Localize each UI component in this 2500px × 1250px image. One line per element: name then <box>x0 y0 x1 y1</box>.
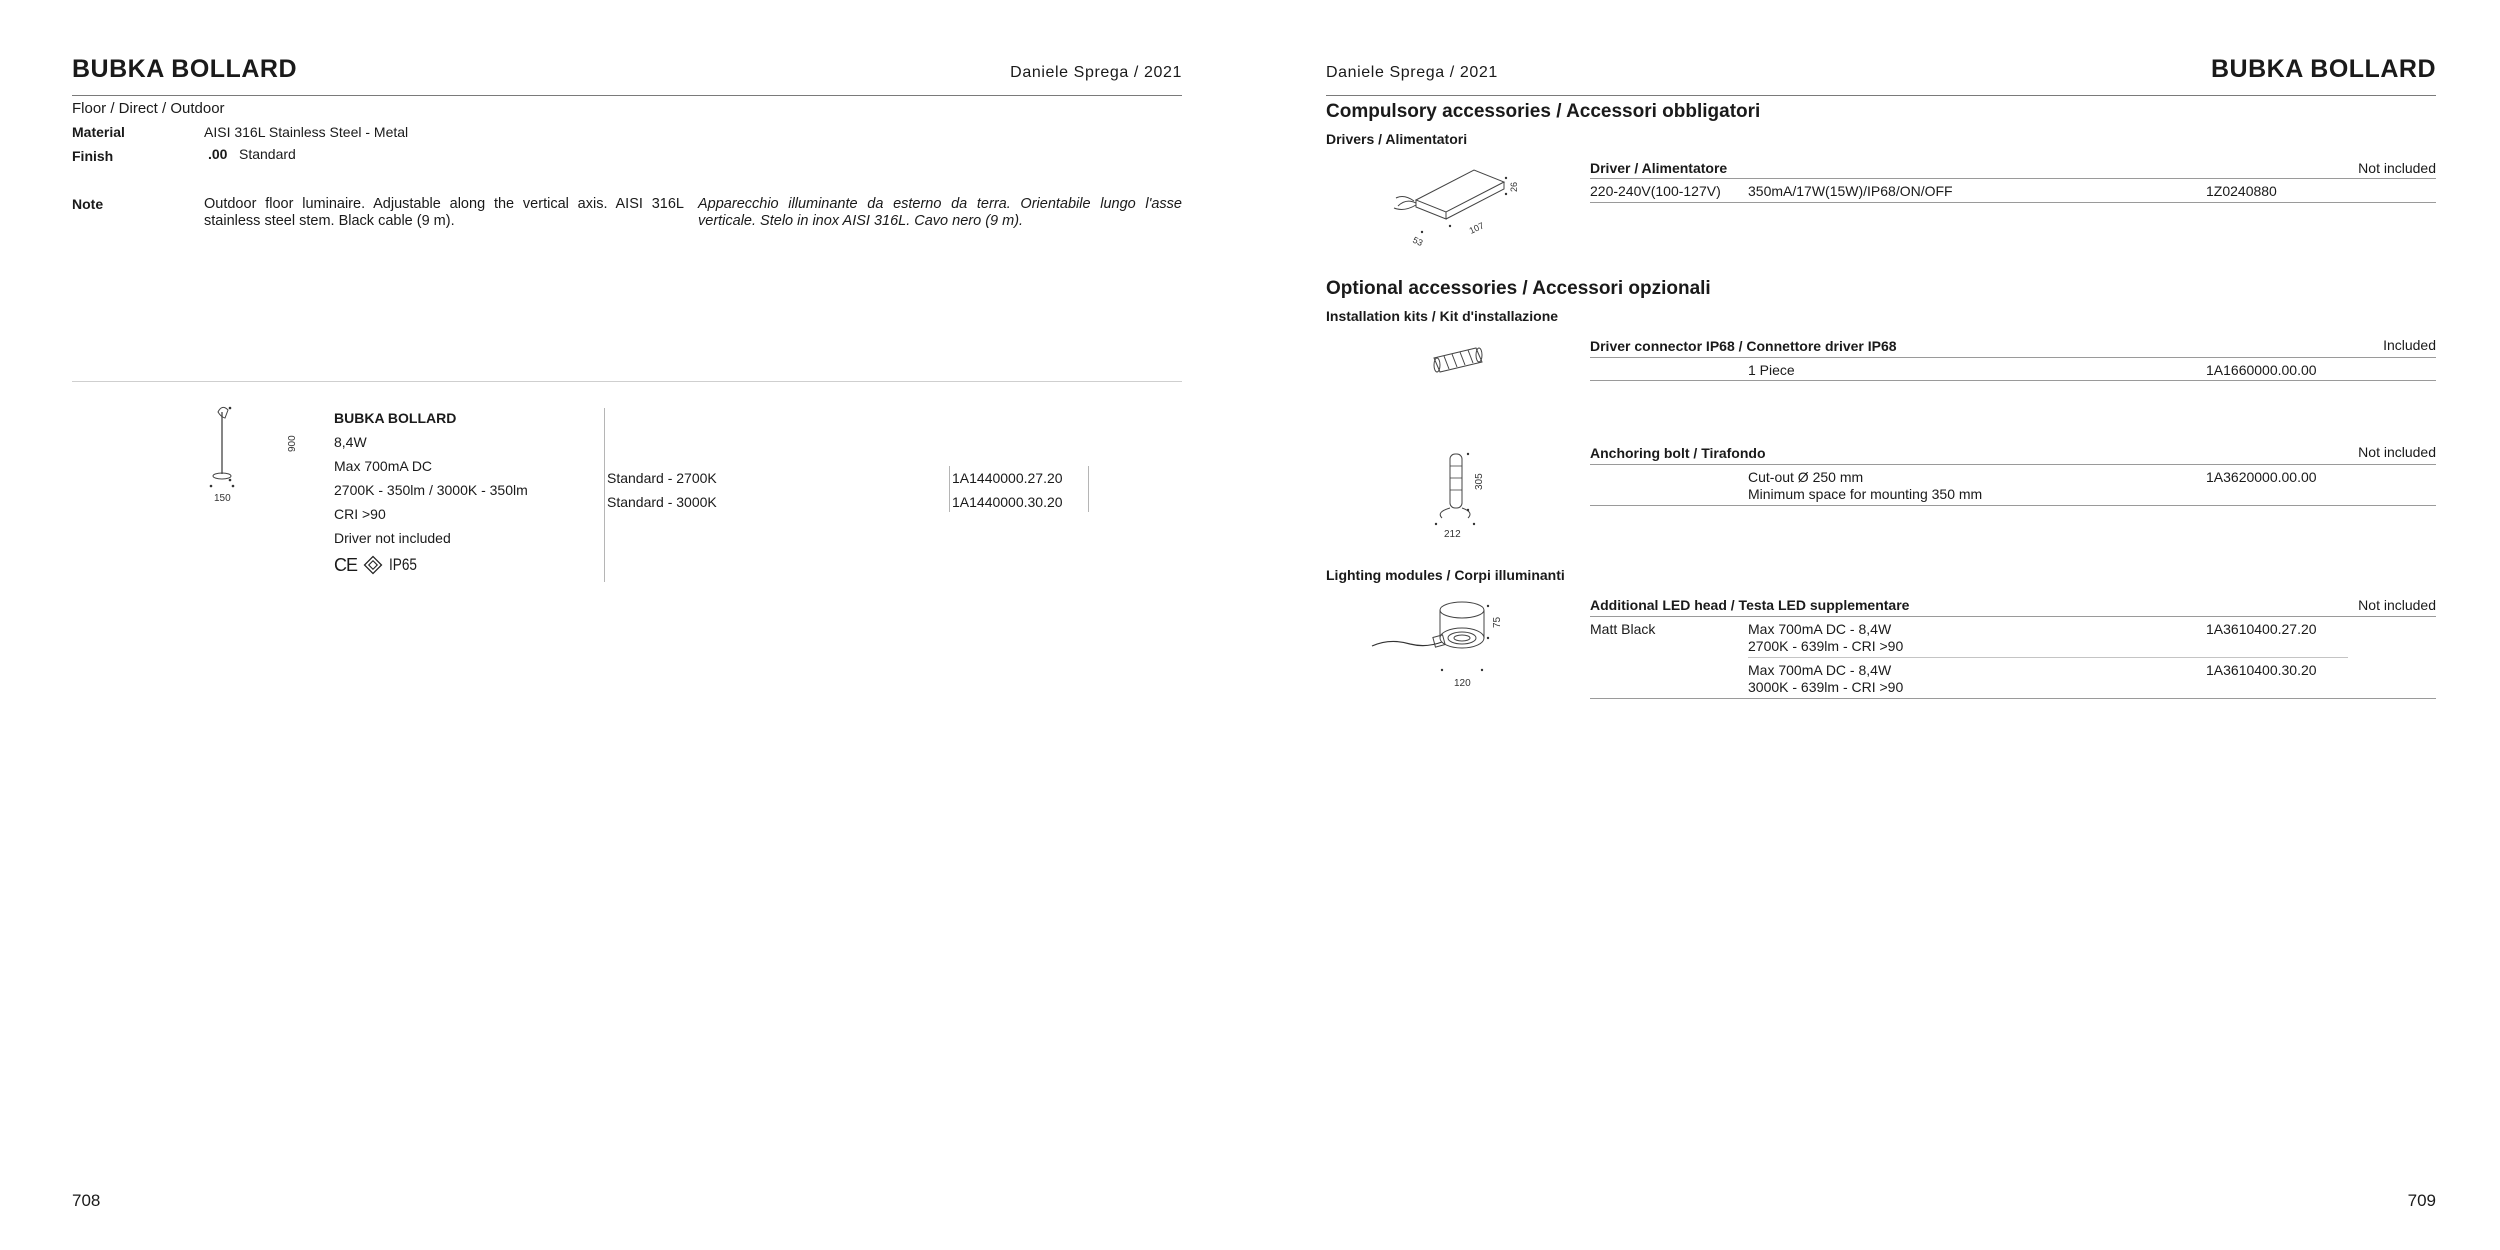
title-divider <box>1326 95 2436 96</box>
product-power: 8,4W <box>334 434 367 450</box>
variant-code-divider <box>949 466 950 512</box>
anchor-dim-width: 212 <box>1444 529 1461 540</box>
compulsory-heading: Compulsory accessories / Accessori obbligatori <box>1326 101 1761 122</box>
anchor-status: Not included <box>2358 444 2436 460</box>
page-number: 708 <box>72 1191 101 1210</box>
title-divider <box>72 95 1182 96</box>
note-english: Outdoor floor luminaire. Adjustable along the vertical axis. AISI 316L stainless steel stem. Black cable (9 m). <box>204 196 684 229</box>
driver-dim-width: 53 <box>1411 234 1425 249</box>
anchor-code: 1A3620000.00.00 <box>2206 469 2317 485</box>
designer-credit: Daniele Sprega / 2021 <box>1326 64 1498 81</box>
led-head-row1-line2: 2700K - 639lm - CRI >90 <box>1748 638 1904 654</box>
led-head-row1-line1: Max 700mA DC - 8,4W <box>1748 621 1892 637</box>
material-label: Material <box>72 124 125 140</box>
led-head-row2-line1: Max 700mA DC - 8,4W <box>1748 662 1892 678</box>
led-head-row2-line2: 3000K - 639lm - CRI >90 <box>1748 679 1904 695</box>
svg-text:900 <box>287 435 298 452</box>
category-label: Floor / Direct / Outdoor <box>72 100 225 117</box>
connector-qty: 1 Piece <box>1748 362 1795 378</box>
bollard-drawing-icon <box>182 400 298 510</box>
driver-dim-length: 107 <box>1467 220 1486 236</box>
driver-drawing-icon <box>1386 160 1536 249</box>
right-page <box>1326 0 2436 1250</box>
page-title: BUBKA BOLLARD <box>2211 55 2436 83</box>
section-divider <box>72 381 1182 382</box>
material-value: AISI 316L Stainless Steel - Metal <box>204 124 409 140</box>
finish-code: .00 <box>208 146 228 162</box>
connector-header-rule <box>1590 357 2436 358</box>
variant-label-2700: Standard - 2700K <box>607 470 717 486</box>
product-name: BUBKA BOLLARD <box>334 410 457 426</box>
product-current: Max 700mA DC <box>334 458 433 474</box>
driver-code: 1Z0240880 <box>2206 183 2277 199</box>
anchor-row-rule <box>1590 505 2436 506</box>
variant-end-divider <box>1088 466 1089 512</box>
led-head-row1-code: 1A3610400.27.20 <box>2206 621 2317 637</box>
product-cri: CRI >90 <box>334 506 386 522</box>
led-head-row-rule <box>1590 698 2436 699</box>
ce-mark: CE <box>334 554 358 575</box>
anchor-min-space: Minimum space for mounting 350 mm <box>1748 486 1983 502</box>
certifications <box>334 554 424 576</box>
driver-voltage: 220-240V(100-127V) <box>1590 183 1721 199</box>
anchor-header-rule <box>1590 464 2436 465</box>
variant-code-2700: 1A1440000.27.20 <box>952 470 1063 486</box>
driver-status: Not included <box>2358 160 2436 176</box>
note-italian: Apparecchio illuminante da esterno da terra. Orientabile lungo l'asse verticale. Stelo in inox AISI 316L. Cavo nero (9 m). <box>698 196 1182 229</box>
installation-subheading: Installation kits / Kit d'installazione <box>1326 308 1559 324</box>
connector-code: 1A1660000.00.00 <box>2206 362 2317 378</box>
connector-drawing-icon <box>1426 340 1496 380</box>
anchor-cutout: Cut-out Ø 250 mm <box>1748 469 1864 485</box>
finish-value: Standard <box>239 146 296 162</box>
driver-spec: 350mA/17W(15W)/IP68/ON/OFF <box>1748 183 1953 199</box>
page-title: BUBKA BOLLARD <box>72 55 297 83</box>
driver-row-rule <box>1590 202 2436 203</box>
variant-label-3000: Standard - 3000K <box>607 494 717 510</box>
connector-status: Included <box>2383 337 2436 353</box>
led-head-title: Additional LED head / Testa LED supplementare <box>1590 597 1910 613</box>
led-head-header-rule <box>1590 616 2436 617</box>
page-number: 709 <box>2407 1191 2436 1210</box>
led-head-drawing-icon <box>1370 598 1520 690</box>
driver-title: Driver / Alimentatore <box>1590 160 1728 176</box>
designer-credit: Daniele Sprega / 2021 <box>1010 64 1182 81</box>
led-head-row2-code: 1A3610400.30.20 <box>2206 662 2317 678</box>
anchor-title: Anchoring bolt / Tirafondo <box>1590 445 1766 461</box>
connector-row-rule <box>1590 380 2436 381</box>
led-head-status: Not included <box>2358 597 2436 613</box>
led-head-row-separator <box>1748 657 2348 658</box>
connector-title: Driver connector IP68 / Connettore driver IP68 <box>1590 338 1897 354</box>
insulation-class-icon <box>363 555 383 575</box>
bollard-width-dim: 150 <box>214 493 231 504</box>
left-page <box>72 0 1182 1250</box>
ip-rating: IP65 <box>389 555 418 574</box>
bollard-height-dim: 900 <box>287 435 298 452</box>
anchor-dim-height: 305 <box>1474 473 1485 490</box>
led-head-dim-height: 75 <box>1492 616 1503 628</box>
led-head-finish: Matt Black <box>1590 621 1656 637</box>
drivers-subheading: Drivers / Alimentatori <box>1326 131 1468 147</box>
modules-subheading: Lighting modules / Corpi illuminanti <box>1326 567 1565 583</box>
product-driver-note: Driver not included <box>334 530 451 546</box>
note-label: Note <box>72 196 104 212</box>
finish-label: Finish <box>72 148 114 164</box>
product-lumens: 2700K - 350lm / 3000K - 350lm <box>334 482 528 498</box>
optional-heading: Optional accessories / Accessori opzionali <box>1326 278 1711 299</box>
variant-code-3000: 1A1440000.30.20 <box>952 494 1063 510</box>
driver-header-rule <box>1590 178 2436 179</box>
driver-dim-height: 26 <box>1509 181 1519 192</box>
anchor-bolt-drawing-icon <box>1426 448 1506 538</box>
product-divider <box>604 408 605 582</box>
led-head-dim-width: 120 <box>1454 678 1471 689</box>
